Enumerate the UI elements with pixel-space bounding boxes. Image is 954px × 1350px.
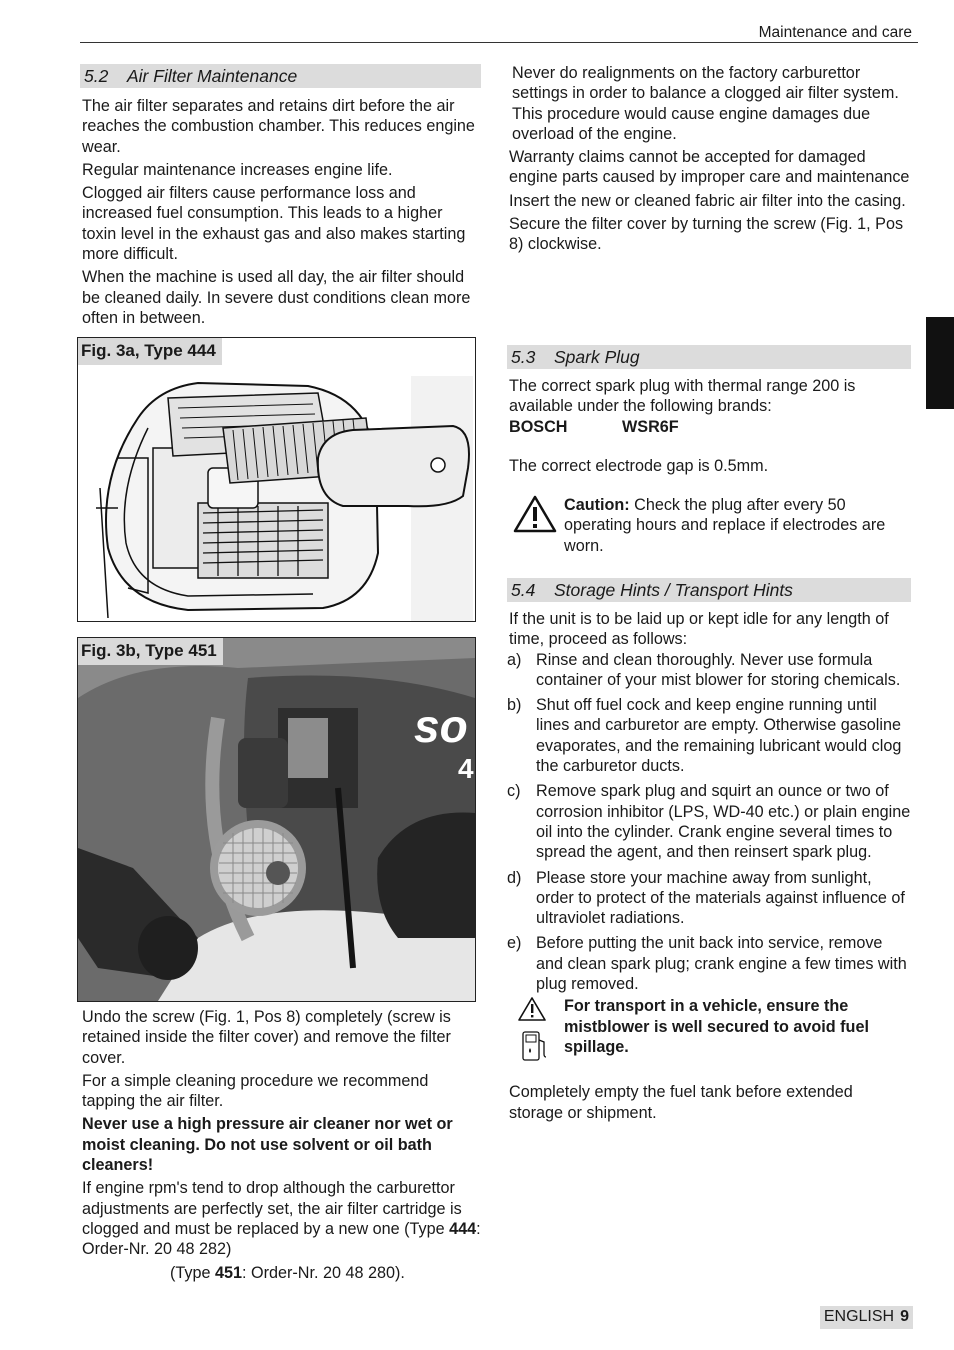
section-number: 5.4 [511, 580, 536, 600]
paragraph: The correct electrode gap is 0.5mm. [509, 456, 769, 475]
text: : Order-Nr. 20 48 282) [82, 1219, 481, 1259]
list-marker: c) [507, 782, 521, 801]
list-text: Before putting the unit back into service, remove and clean spark plug; crank engine a few times with plug removed. [536, 934, 907, 994]
section-5-4 [507, 578, 911, 1126]
list-text: Rinse and clean thoroughly. Never use formula container of your mist blower for storing chemicals. [536, 650, 901, 689]
photo-brand-text: so [414, 700, 468, 752]
list-item [507, 933, 911, 994]
paragraph: Never do realignments on the factory carburettor settings in order to balance a clogged air filter system. This procedure would cause engine damages due overload of the engine. [512, 64, 899, 143]
section-5-3 [507, 345, 911, 556]
paragraph: Undo the screw (Fig. 1, Pos 8) completely (screw is retained inside the filter cover) and remove the filter cover. [82, 1008, 451, 1067]
figure-3a-label: Fig. 3a, Type 444 [78, 338, 222, 365]
section-5-2-heading [80, 64, 481, 88]
paragraph: If the unit is to be laid up or kept idle for any length of time, proceed as follows: [509, 610, 889, 649]
paragraph-order-444 [80, 1178, 481, 1259]
caution-label: Caution: [564, 496, 630, 515]
section-5-3-heading [507, 345, 911, 369]
warning-triangle-icon [513, 495, 557, 538]
air-filter-drawing-type-444 [78, 338, 475, 621]
figure-3b-label: Fig. 3b, Type 451 [78, 638, 223, 665]
storage-list [507, 650, 911, 995]
brand: BOSCH [509, 417, 568, 436]
list-item [507, 650, 911, 691]
paragraph-order-451 [80, 1263, 481, 1283]
list-text: Please store your machine away from sunlight, order to protect of the materials against influence of ultraviolet radiations. [536, 868, 905, 928]
paragraph: Insert the new or cleaned fabric air filter into the casing. [509, 191, 906, 210]
fuel-pump-icon [520, 1030, 550, 1069]
text: If engine rpm's tend to drop although the carburettor adjustments are perfectly set, the air filter cartridge is clogged and must be replaced by a new one (Type [82, 1179, 462, 1238]
photo-model-text: 4 [458, 753, 474, 784]
language-tab-marker [926, 317, 954, 409]
list-marker: a) [507, 650, 522, 669]
right-column-top [507, 63, 911, 258]
section-title: Spark Plug [554, 347, 640, 367]
air-filter-photo-type-451 [78, 638, 475, 1001]
list-marker: e) [507, 934, 522, 953]
figure-3a [77, 337, 476, 622]
section-number: 5.2 [84, 66, 109, 86]
model: WSR6F [622, 417, 679, 436]
list-marker: d) [507, 868, 522, 887]
header-title: Maintenance and care [758, 24, 912, 41]
paragraph: For a simple cleaning procedure we recommend tapping the air filter. [82, 1071, 429, 1111]
type-444: 444 [449, 1219, 477, 1238]
warning-paragraph: Never use a high pressure air cleaner nor wet or moist cleaning. Do not use solvent or oil bath cleaners! [82, 1115, 453, 1175]
paragraph: The air filter separates and retains dirt before the air reaches the combustion chamber. This reduces engine wear. [82, 97, 475, 156]
paragraph: Completely empty the fuel tank before extended storage or shipment. [509, 1083, 853, 1122]
figure-3b [77, 637, 476, 1002]
caution-note [507, 495, 911, 556]
paragraph: When the machine is used all day, the air filter should be cleaned daily. In severe dust conditions clean more often in between. [82, 268, 471, 327]
list-text: Remove spark plug and squirt an ounce or two of corrosion inhibitor (LPS, WD-40 etc.) or plain engine oil into the cylinder. Crank engine several times to spread the agent, and then reinsert spark plug. [536, 782, 911, 862]
text: (Type [170, 1263, 215, 1282]
page-footer [820, 1306, 913, 1329]
paragraph: Regular maintenance increases engine life. [82, 160, 393, 179]
caution-text: Check the plug after every 50 operating hours and replace if electrodes are worn. [564, 496, 886, 555]
paragraph: Warranty claims cannot be accepted for damaged engine parts caused by improper care and maintenance [509, 148, 910, 187]
list-text: Shut off fuel cock and keep engine running until lines and carburetor are empty. Otherwise gasoline evaporates, and the remaining lubricant would clog the carburetor ducts. [536, 696, 902, 776]
left-column-lower [80, 1007, 481, 1286]
list-item [507, 781, 911, 862]
section-title: Air Filter Maintenance [127, 66, 298, 86]
text: : Order-Nr. 20 48 280). [242, 1263, 405, 1282]
list-item [507, 868, 911, 929]
transport-note [507, 996, 911, 1062]
page-header [80, 22, 918, 43]
page-number: 9 [900, 1308, 909, 1325]
paragraph: Clogged air filters cause performance loss and increased fuel consumption. This leads to a higher toxin level in the exhaust gas and also makes starting more difficult. [82, 184, 466, 264]
type-451: 451 [214, 1263, 242, 1282]
paragraph: The correct spark plug with thermal range 200 is available under the following brands: [509, 377, 856, 416]
spark-plug-brands [507, 417, 911, 437]
footer-language: ENGLISH [823, 1308, 895, 1325]
list-marker: b) [507, 696, 522, 715]
section-5-4-heading [507, 578, 911, 602]
list-item [507, 695, 911, 776]
left-column [80, 64, 481, 331]
transport-text: For transport in a vehicle, ensure the mistblower is well secured to avoid fuel spillage. [564, 997, 869, 1056]
section-number: 5.3 [511, 347, 536, 367]
warning-triangle-icon [517, 996, 547, 1027]
section-title: Storage Hints / Transport Hints [554, 580, 793, 600]
paragraph: Secure the filter cover by turning the screw (Fig. 1, Pos 8) clockwise. [509, 215, 904, 254]
